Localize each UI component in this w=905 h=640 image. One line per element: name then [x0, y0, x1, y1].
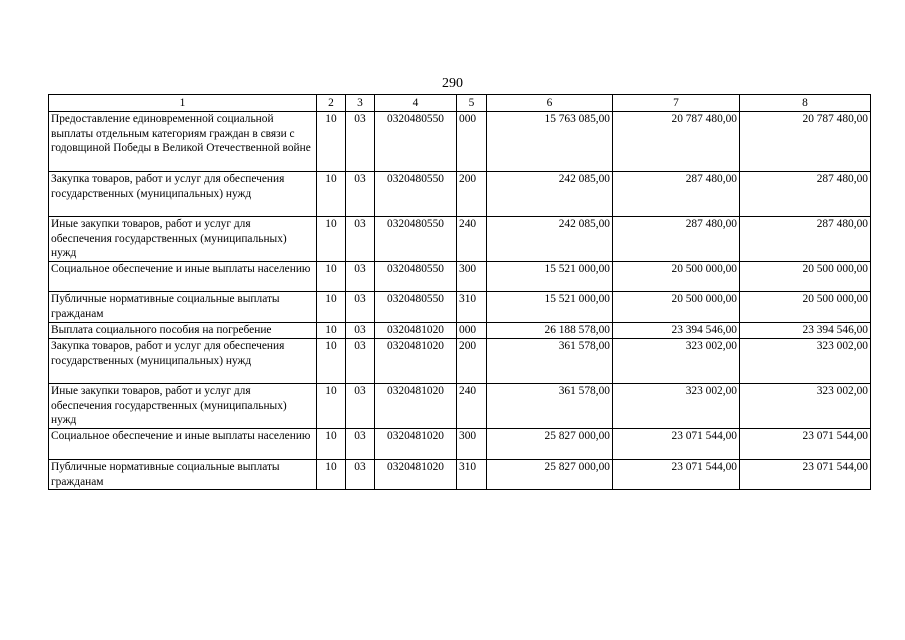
table-row	[49, 339, 871, 384]
subsection-code: 03	[346, 384, 375, 429]
expense-type-code: 200	[457, 172, 487, 217]
amount-col7: 20 787 480,00	[613, 112, 740, 172]
amount-col7: 287 480,00	[613, 172, 740, 217]
item-name: Публичные нормативные социальные выплаты гражданам	[49, 292, 317, 323]
amount-col7: 323 002,00	[613, 384, 740, 429]
target-article-code: 0320480550	[375, 262, 457, 292]
subsection-code: 03	[346, 339, 375, 384]
expense-type-code: 240	[457, 217, 487, 262]
expense-type-code: 000	[457, 112, 487, 172]
header-cell: 6	[487, 95, 613, 112]
table-row	[49, 172, 871, 217]
expense-type-code: 240	[457, 384, 487, 429]
amount-col6: 15 521 000,00	[487, 262, 613, 292]
amount-col8: 23 071 544,00	[740, 429, 871, 460]
amount-col7: 23 394 546,00	[613, 323, 740, 339]
section-code: 10	[317, 384, 346, 429]
amount-col8: 20 500 000,00	[740, 262, 871, 292]
amount-col6: 361 578,00	[487, 339, 613, 384]
section-code: 10	[317, 172, 346, 217]
amount-col6: 25 827 000,00	[487, 429, 613, 460]
amount-col8: 323 002,00	[740, 384, 871, 429]
amount-col7: 23 071 544,00	[613, 460, 740, 490]
expense-type-code: 310	[457, 292, 487, 323]
amount-col7: 287 480,00	[613, 217, 740, 262]
section-code: 10	[317, 262, 346, 292]
table-row	[49, 460, 871, 490]
amount-col6: 15 763 085,00	[487, 112, 613, 172]
section-code: 10	[317, 323, 346, 339]
amount-col8: 20 787 480,00	[740, 112, 871, 172]
table-row	[49, 429, 871, 460]
amount-col8: 20 500 000,00	[740, 292, 871, 323]
amount-col8: 323 002,00	[740, 339, 871, 384]
item-name: Предоставление единовременной социальной выплаты отдельным категориям граждан в связи с годовщиной Победы в Великой Отечественной войне	[49, 112, 317, 172]
item-name: Социальное обеспечение и иные выплаты населению	[49, 262, 317, 292]
page-number: 290	[442, 76, 463, 91]
item-name: Иные закупки товаров, работ и услуг для обеспечения государственных (муниципальных) нужд	[49, 217, 317, 262]
header-cell: 3	[346, 95, 375, 112]
target-article-code: 0320480550	[375, 172, 457, 217]
section-code: 10	[317, 112, 346, 172]
expense-type-code: 300	[457, 262, 487, 292]
section-code: 10	[317, 460, 346, 490]
expense-type-code: 200	[457, 339, 487, 384]
target-article-code: 0320480550	[375, 217, 457, 262]
subsection-code: 03	[346, 323, 375, 339]
budget-table	[48, 94, 871, 490]
header-cell: 7	[613, 95, 740, 112]
item-name: Выплата социального пособия на погребение	[49, 323, 317, 339]
amount-col6: 25 827 000,00	[487, 460, 613, 490]
subsection-code: 03	[346, 172, 375, 217]
subsection-code: 03	[346, 460, 375, 490]
amount-col7: 20 500 000,00	[613, 292, 740, 323]
subsection-code: 03	[346, 262, 375, 292]
target-article-code: 0320481020	[375, 384, 457, 429]
item-name: Иные закупки товаров, работ и услуг для обеспечения государственных (муниципальных) нужд	[49, 384, 317, 429]
header-cell: 2	[317, 95, 346, 112]
item-name: Публичные нормативные социальные выплаты гражданам	[49, 460, 317, 490]
amount-col7: 20 500 000,00	[613, 262, 740, 292]
amount-col8: 287 480,00	[740, 217, 871, 262]
expense-type-code: 310	[457, 460, 487, 490]
expense-type-code: 300	[457, 429, 487, 460]
subsection-code: 03	[346, 429, 375, 460]
table-row	[49, 262, 871, 292]
table-row	[49, 217, 871, 262]
subsection-code: 03	[346, 217, 375, 262]
expense-type-code: 000	[457, 323, 487, 339]
target-article-code: 0320481020	[375, 339, 457, 384]
header-cell: 4	[375, 95, 457, 112]
target-article-code: 0320480550	[375, 292, 457, 323]
item-name: Социальное обеспечение и иные выплаты населению	[49, 429, 317, 460]
header-cell: 1	[49, 95, 317, 112]
amount-col6: 15 521 000,00	[487, 292, 613, 323]
amount-col7: 23 071 544,00	[613, 429, 740, 460]
section-code: 10	[317, 339, 346, 384]
header-cell: 5	[457, 95, 487, 112]
amount-col8: 287 480,00	[740, 172, 871, 217]
subsection-code: 03	[346, 112, 375, 172]
amount-col8: 23 071 544,00	[740, 460, 871, 490]
amount-col6: 242 085,00	[487, 172, 613, 217]
item-name: Закупка товаров, работ и услуг для обеспечения государственных (муниципальных) нужд	[49, 172, 317, 217]
amount-col6: 361 578,00	[487, 384, 613, 429]
section-code: 10	[317, 217, 346, 262]
header-row	[49, 95, 871, 112]
item-name: Закупка товаров, работ и услуг для обеспечения государственных (муниципальных) нужд	[49, 339, 317, 384]
section-code: 10	[317, 292, 346, 323]
target-article-code: 0320481020	[375, 429, 457, 460]
target-article-code: 0320481020	[375, 460, 457, 490]
amount-col6: 242 085,00	[487, 217, 613, 262]
amount-col7: 323 002,00	[613, 339, 740, 384]
table-row	[49, 384, 871, 429]
section-code: 10	[317, 429, 346, 460]
table-row	[49, 323, 871, 339]
amount-col8: 23 394 546,00	[740, 323, 871, 339]
header-cell: 8	[740, 95, 871, 112]
target-article-code: 0320480550	[375, 112, 457, 172]
table-row	[49, 112, 871, 172]
table-row	[49, 292, 871, 323]
target-article-code: 0320481020	[375, 323, 457, 339]
amount-col6: 26 188 578,00	[487, 323, 613, 339]
subsection-code: 03	[346, 292, 375, 323]
